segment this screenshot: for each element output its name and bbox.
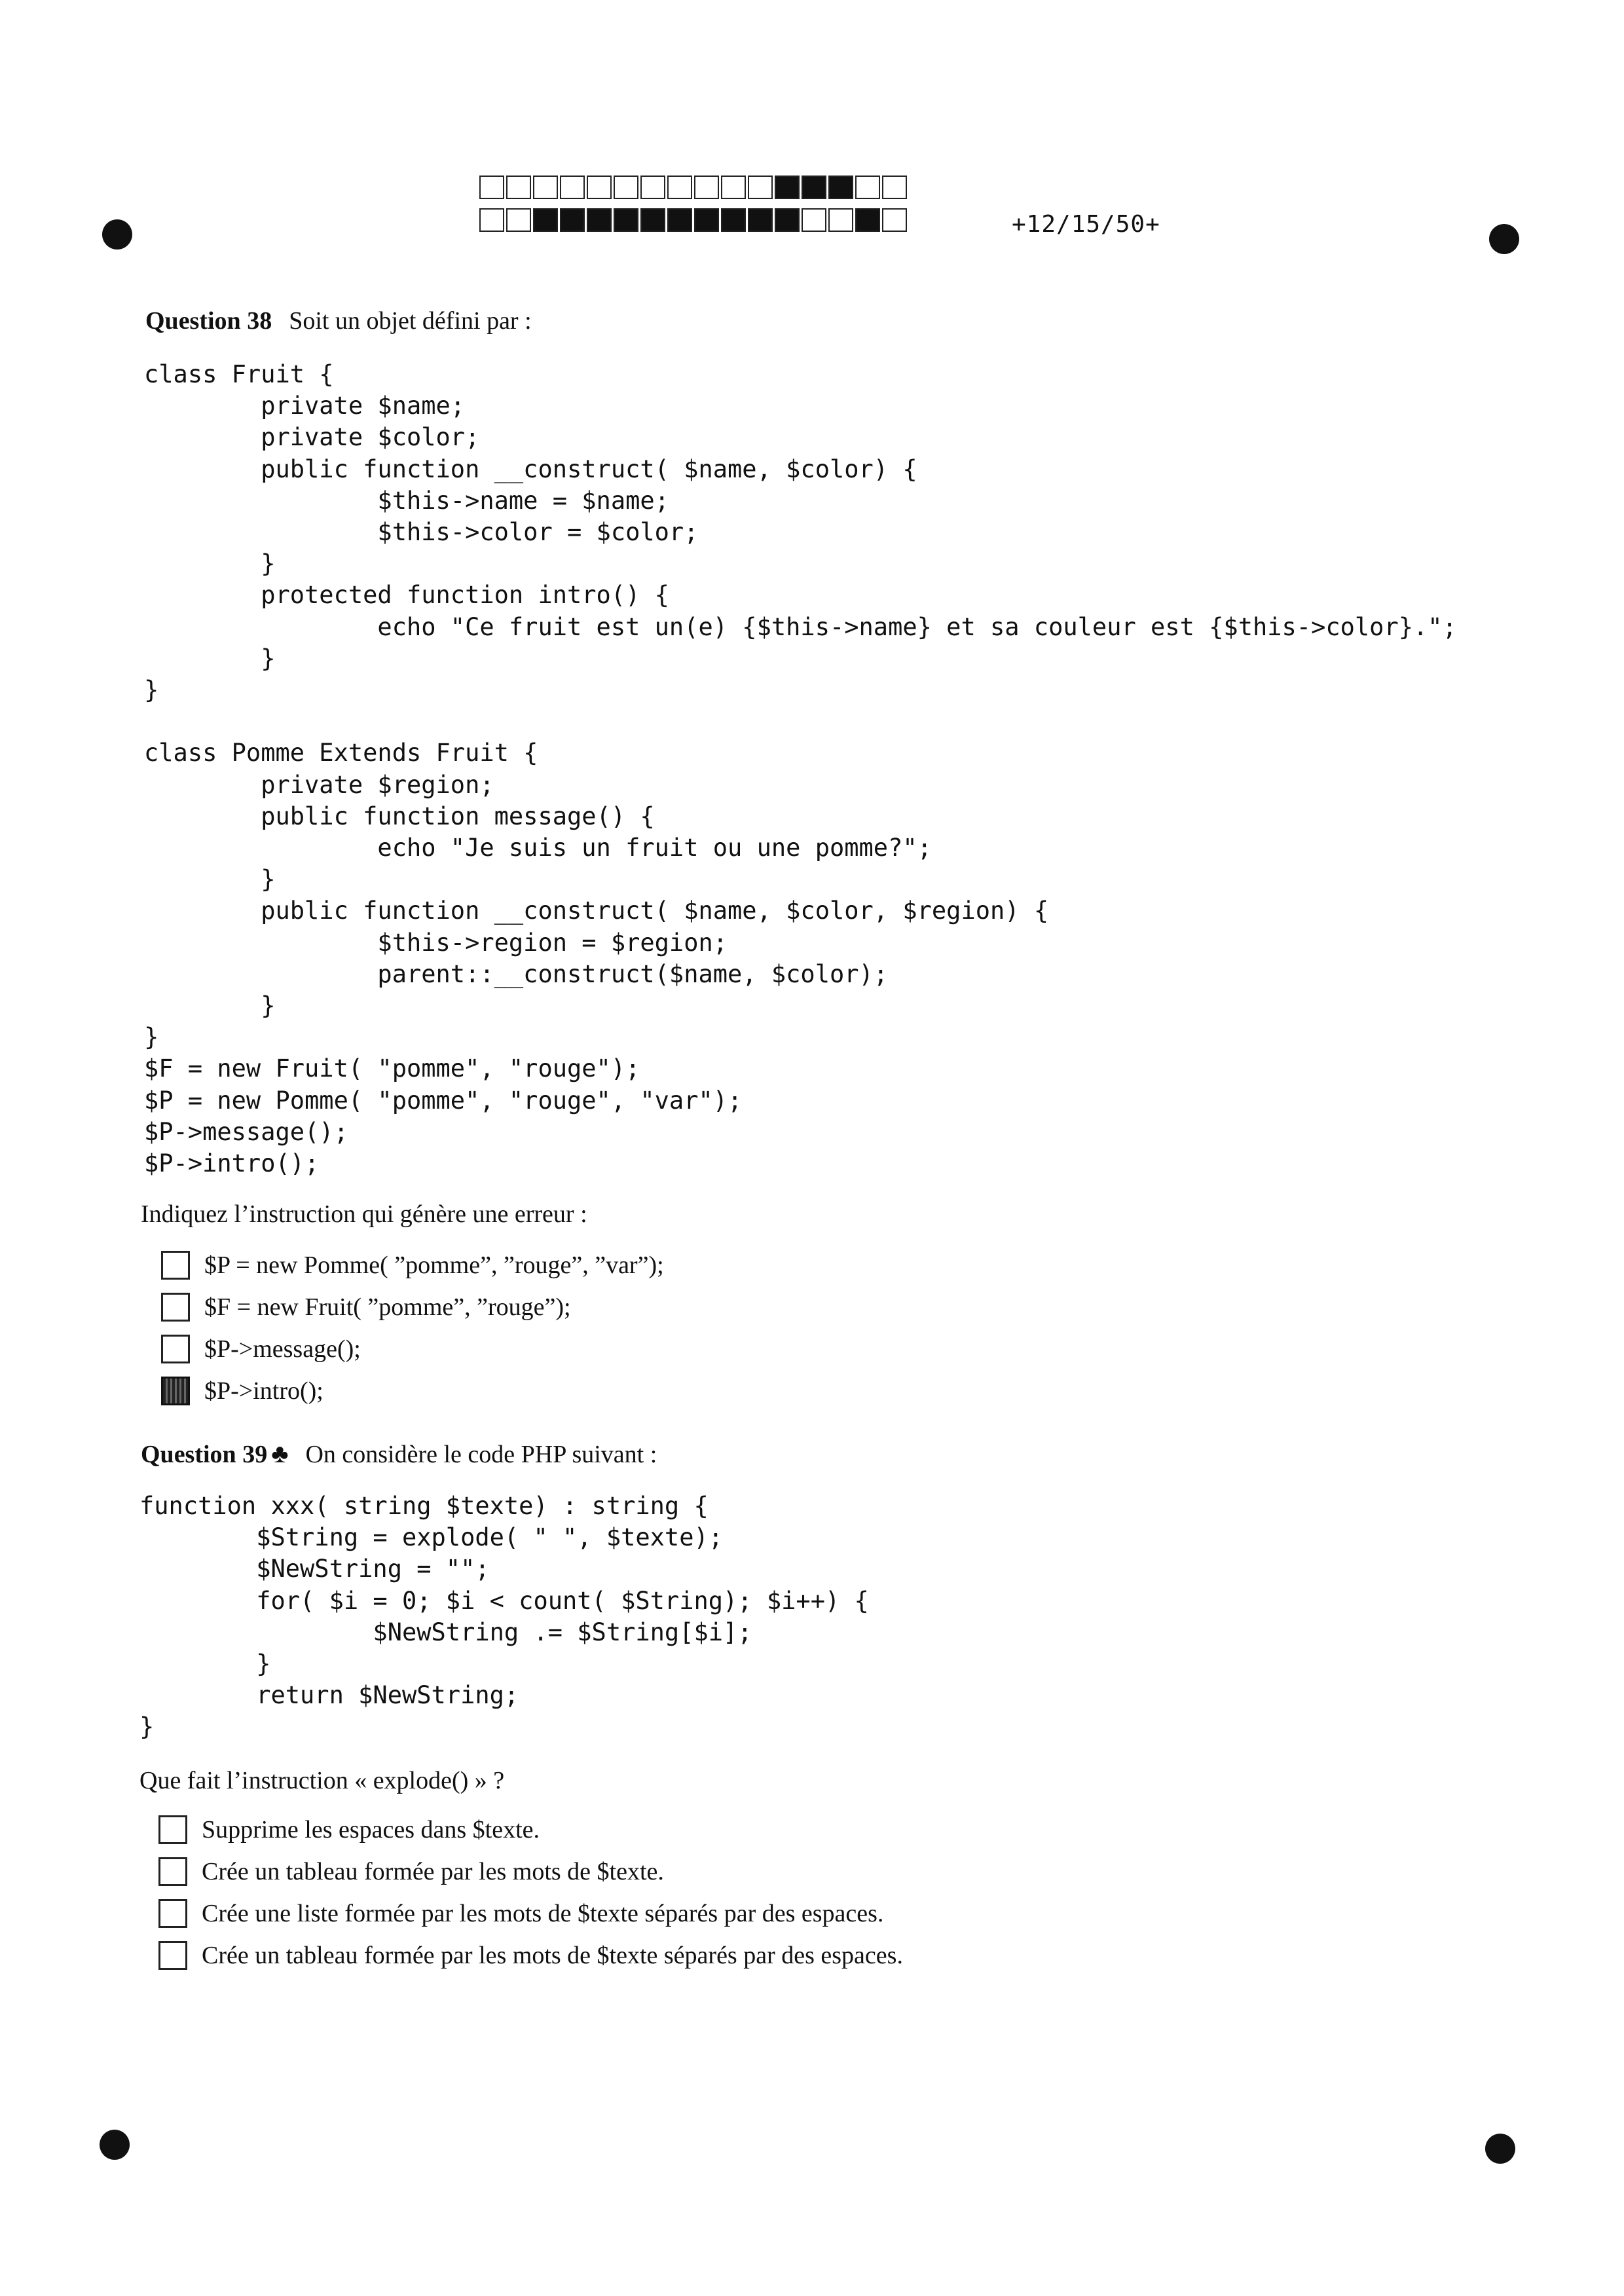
answer-option[interactable] [161,1286,664,1328]
barcode-cell [802,176,826,199]
answer-label: Supprime les espaces dans $texte. [202,1816,540,1843]
barcode-cell [506,176,531,199]
barcode-cell [748,208,773,232]
barcode-cell [828,208,853,232]
checkbox[interactable] [161,1335,190,1363]
registration-mark-bottom-left [100,2130,130,2160]
checkbox[interactable] [161,1377,190,1405]
answer-option[interactable] [158,1809,903,1851]
answer-option[interactable] [161,1328,664,1370]
id-barcode-bottom [479,208,909,233]
answer-option[interactable] [161,1244,664,1286]
answer-option[interactable] [158,1851,903,1893]
question-number: Question 38 [145,307,272,335]
barcode-cell [479,176,504,199]
barcode-cell [587,176,612,199]
answer-label: $P = new Pomme( ”pomme”, ”rouge”, ”var”); [204,1251,664,1279]
answer-label: $P->message(); [204,1335,361,1363]
barcode-cell [667,208,692,232]
barcode-cell [882,208,907,232]
barcode-cell [560,208,585,232]
checkbox[interactable] [161,1251,190,1280]
question-number: Question 39 [141,1441,268,1468]
barcode-cell [855,176,880,199]
barcode-cell [614,208,638,232]
barcode-cell [828,176,853,199]
checkbox[interactable] [158,1815,187,1844]
barcode-cell [721,176,746,199]
barcode-cell [855,208,880,232]
barcode-cell [694,176,719,199]
answer-label: Crée un tableau formée par les mots de $texte séparés par des espaces. [202,1942,903,1969]
barcode-cell [506,208,531,232]
answer-option[interactable] [158,1935,903,1976]
answer-label: Crée un tableau formée par les mots de $texte. [202,1858,664,1885]
barcode-cell [775,208,800,232]
barcode-cell [775,176,800,199]
answer-label: Crée une liste formée par les mots de $texte séparés par des espaces. [202,1900,884,1927]
question-intro: Soit un objet défini par : [289,307,532,335]
question-38-header [145,306,532,335]
id-barcode-top [479,176,909,200]
barcode-cell [721,208,746,232]
barcode-cell [640,208,665,232]
barcode-cell [882,176,907,199]
barcode-cell [614,176,638,199]
question-38-prompt: Indiquez l’instruction qui génère une erreur : [141,1200,587,1228]
checkbox[interactable] [158,1899,187,1928]
question-intro: On considère le code PHP suivant : [305,1441,657,1468]
answer-options-q38 [161,1244,664,1412]
barcode-cell [694,208,719,232]
answer-label: $P->intro(); [204,1377,323,1405]
page-id: +12/15/50+ [1012,211,1160,238]
barcode-cell [802,208,826,232]
barcode-cell [533,208,558,232]
checkbox[interactable] [158,1941,187,1970]
answer-option[interactable] [161,1370,664,1412]
question-39-header [141,1438,657,1469]
code-block-q39: function xxx( string $texte) : string { $String = explode( " ", $texte); $NewString = ""; for( $i = 0; $i < count( $String); $i++) { $NewString .= $String[$i]; } return $NewString; } [139,1492,869,1741]
code-block-q38: class Fruit { private $name; private $color; public function __construct( $name, $color) { $this->name = $name; $this->color = $color; } protected function intro() { echo "Ce fruit est un(e) {$this->name} et sa couleur est {$this->color}."; } } class Pomme Extends Fruit { private $region; public function message() { echo "Je suis un fruit ou une pomme?"; } public function __construct( $name, $color, $region) { $this->region = $region; parent::__construct($name, $color); } } $F = new Fruit( "pomme", "rouge"); $P = new Pomme( "pomme", "rouge", "var"); $P->message(); $P->intro(); [144,360,1457,1178]
barcode-cell [587,208,612,232]
question-39-prompt: Que fait l’instruction « explode() » ? [139,1767,505,1794]
registration-mark-top-left [102,219,132,250]
answer-label: $F = new Fruit( ”pomme”, ”rouge”); [204,1293,571,1321]
registration-mark-bottom-right [1485,2134,1515,2164]
barcode-cell [533,176,558,199]
barcode-cell [667,176,692,199]
club-icon: ♣ [271,1439,289,1468]
barcode-cell [560,176,585,199]
barcode-cell [640,176,665,199]
barcode-cell [748,176,773,199]
barcode-cell [479,208,504,232]
checkbox[interactable] [158,1857,187,1886]
answer-options-q39 [158,1809,903,1976]
registration-mark-top-right [1489,224,1519,254]
checkbox[interactable] [161,1293,190,1322]
answer-option[interactable] [158,1893,903,1935]
